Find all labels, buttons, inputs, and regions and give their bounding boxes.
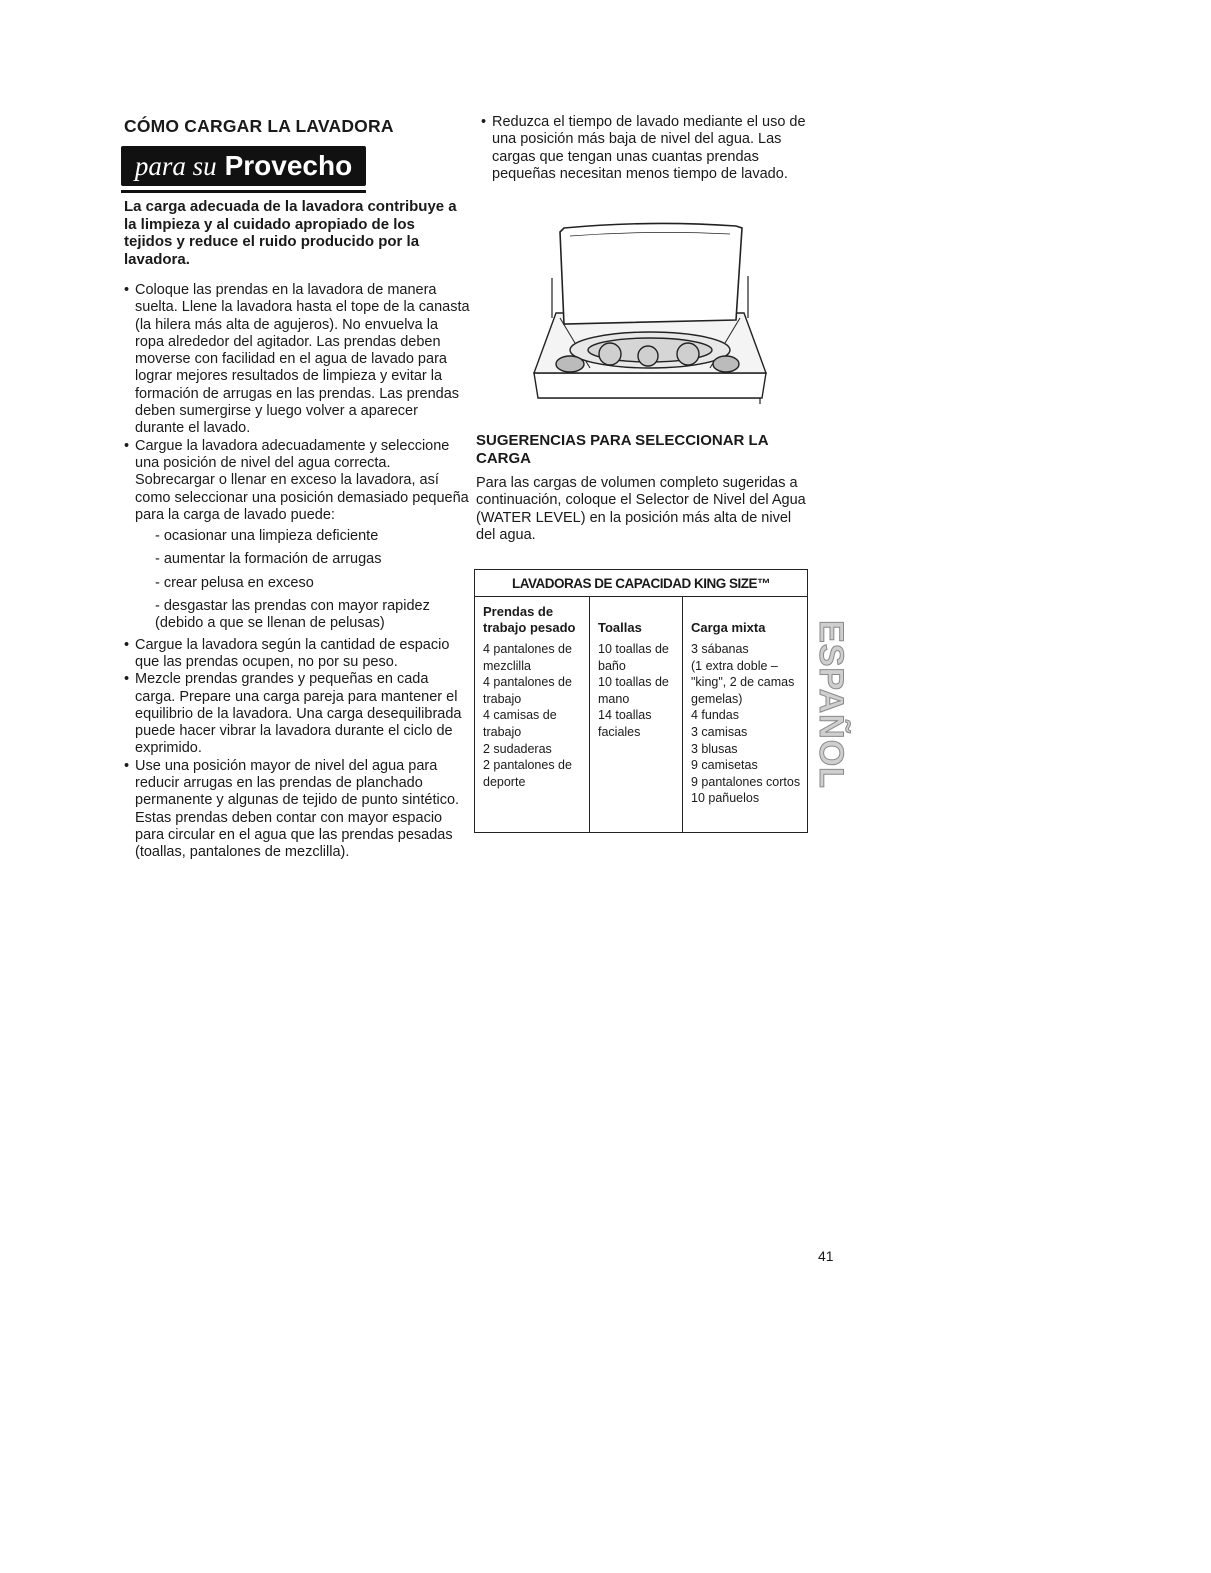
load-suggestions-paragraph: Para las cargas de volumen completo sugeridas a continuación, coloque el Selector de Nivel del Agua (WATER LEVEL) en la posición más alta de nivel del agua. — [476, 475, 806, 543]
table-column — [475, 597, 589, 832]
table-column — [682, 597, 807, 832]
column-header: Carga mixta — [691, 619, 766, 635]
table-cell: 14 toallas faciales — [598, 708, 652, 739]
table-cell: 9 camisetas — [691, 758, 758, 773]
sub-list-item: - crear pelusa en exceso — [155, 574, 314, 591]
language-side-tab — [808, 604, 852, 804]
table-cell: 10 toallas de mano — [598, 675, 669, 706]
table-cell: (1 extra doble – "king", 2 de camas gemelas) — [691, 658, 795, 706]
section-heading: CÓMO CARGAR LA LAVADORA — [124, 116, 394, 136]
page-number: 41 — [818, 1248, 834, 1264]
table-cell: 4 camisas de trabajo — [483, 708, 557, 739]
list-item: • Cargue la lavadora adecuadamente y seleccione una posición de nivel del agua correcta. Sobrecargar o llenar en exceso la lavadora, así como seleccionar una posición demasiado pequeña para la carga de lavado puede: - ocasionar una limpieza deficiente - aumentar la formación de arrugas - crear pelusa en exceso - desgastar las prendas con mayor rapidez (debido a que se llenan de pelusas) — [124, 437, 469, 632]
banner-word-text: Provecho — [224, 150, 353, 181]
language-label: ESPAÑOL — [811, 619, 850, 789]
list-item: • Use una posición mayor de nivel del agua para reducir arrugas en las prendas de planchado permanente y algunas de tejido de punto sintético. Estas prendas deben contar con mayor espacio para circular en el agua que las prendas pesadas (toallas, pantalones de mezclilla). — [124, 757, 460, 861]
table-cell: 10 pañuelos — [691, 791, 760, 806]
wash-time-tip — [481, 114, 811, 183]
lead-paragraph: La carga adecuada de la lavadora contribuye a la limpieza y al cuidado apropiado de los tejidos y reduce el ruido producido por la lavadora. — [124, 198, 457, 268]
table-cell: 4 pantalones de mezclilla — [483, 642, 572, 673]
consequences-list — [135, 528, 470, 632]
column-header: Toallas — [598, 619, 642, 635]
table-columns — [475, 597, 807, 832]
table-cell: 3 blusas — [691, 741, 738, 756]
table-column — [589, 597, 682, 832]
list-item: • Reduzca el tiempo de lavado mediante el uso de una posición más baja de nivel del agua. Las cargas que tengan unas cuantas prendas pequeñas necesitan menos tiempo de lavado. — [481, 114, 806, 182]
sub-list-item: - desgastar las prendas con mayor rapidez (debido a que se llenan de pelusas) — [155, 598, 430, 632]
table-cell: 2 sudaderas — [483, 741, 552, 756]
washer-illustration — [530, 218, 770, 404]
load-capacity-table — [474, 569, 808, 833]
load-suggestions-heading: SUGERENCIAS PARA SELECCIONAR LA CARGA — [476, 432, 768, 467]
sub-list-item: - aumentar la formación de arrugas — [155, 551, 382, 568]
table-cell: 4 fundas — [691, 708, 739, 723]
list-item: • Cargue la lavadora según la cantidad de espacio que las prendas ocupen, no por su peso. — [124, 636, 450, 670]
table-cell: 9 pantalones cortos — [691, 774, 801, 789]
table-title: LAVADORAS DE CAPACIDAD KING SIZE™ — [475, 570, 807, 597]
list-item: • Mezcle prendas grandes y pequeñas en cada carga. Prepare una carga pareja para mantener el equilibrio de la lavadora. Una carga desequilibrada puede hacer vibrar la lavadora durante el ciclo de exprimido. — [124, 671, 462, 757]
table-cell: 10 toallas de baño — [598, 642, 669, 673]
table-cell: 2 pantalones de deporte — [483, 758, 572, 789]
table-cell: 4 pantalones de trabajo — [483, 675, 572, 706]
table-cell: 3 camisas — [691, 724, 748, 739]
para-su-provecho-banner — [121, 146, 366, 186]
sub-list-item: - ocasionar una limpieza deficiente — [155, 528, 379, 545]
column-header: Prendas de trabajo pesado — [483, 604, 576, 635]
banner-script-text: para su — [134, 150, 217, 181]
loading-tips-list — [124, 282, 470, 862]
table-cell: 3 sábanas — [691, 642, 749, 656]
list-item: • Coloque las prendas en la lavadora de manera suelta. Llene la lavadora hasta el tope de la canasta (la hilera más alta de agujeros). No envuelva la ropa alrededor del agitador. Las prendas deben moverse con facilidad en el agua de lavado para lograr mejores resultados de limpieza y evitar la formación de arrugas en las prendas. Las prendas deben sumergirse y luego volver a aparecer durante el lavado. — [124, 282, 470, 437]
